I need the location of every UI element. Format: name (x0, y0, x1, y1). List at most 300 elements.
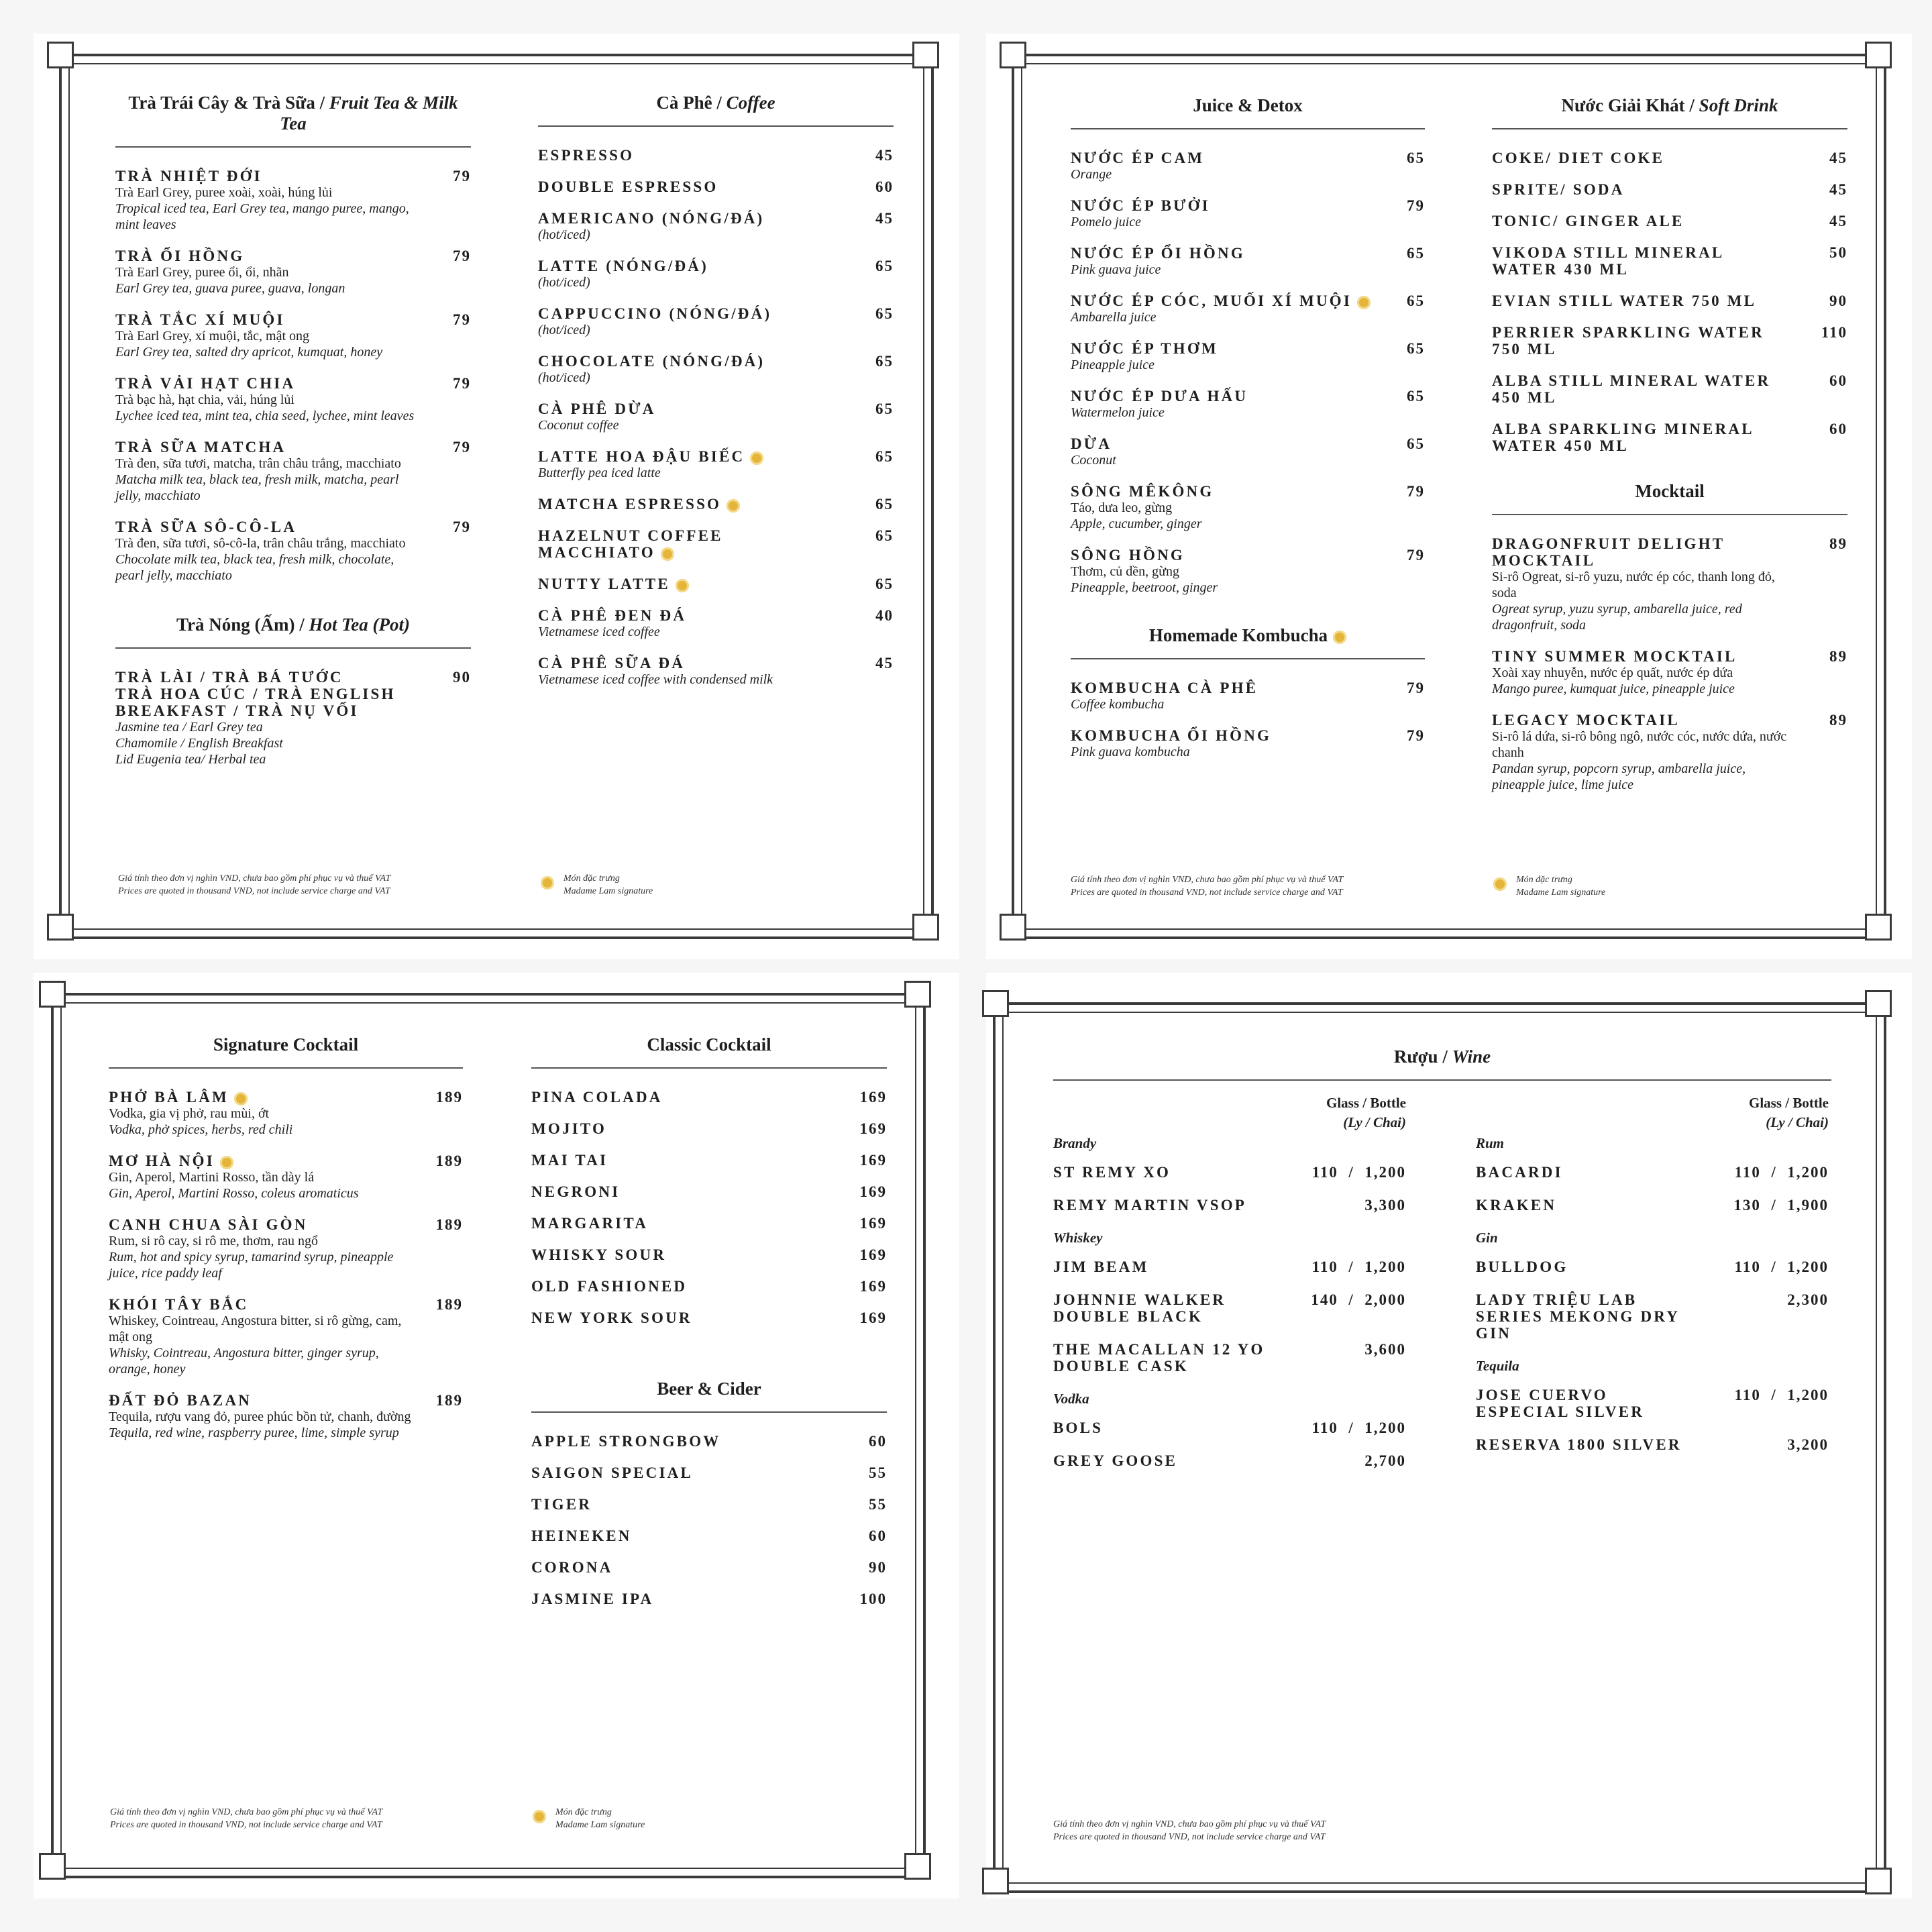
item-name (538, 527, 894, 561)
item-name-text: ALBA STILL MINERAL WATER 450 ML (1492, 372, 1771, 406)
item-description-en: Orange (1071, 167, 1112, 182)
item-description-en: Whisky, Cointreau, Angostura bitter, ginger syrup, orange, honey (109, 1346, 379, 1377)
item-name-text: DRAGONFRUIT DELIGHT MOCKTAIL (1492, 535, 1725, 569)
menu-item (1071, 245, 1425, 278)
menu-page-cocktails (34, 973, 959, 1898)
signature-star-icon (676, 579, 689, 592)
signature-star-icon (234, 1092, 248, 1106)
menu-item (1492, 150, 1847, 166)
menu-item (531, 1152, 887, 1169)
item-name-text: HAZELNUT COFFEE MACCHIATO (538, 527, 723, 561)
glass-bottle-header: Glass / Bottle (Ly / Chai) (1749, 1095, 1829, 1130)
signature-star-icon (750, 451, 763, 465)
menu-item (1071, 340, 1425, 373)
item-name-text: TRÀ SỮA MATCHA (115, 439, 286, 455)
item-price: 169 (859, 1089, 887, 1106)
item-name (538, 353, 894, 370)
item-name-text: NƯỚC ÉP CAM (1071, 150, 1205, 166)
item-description-en: Tropical iced tea, Earl Grey tea, mango puree, mango, mint leaves (115, 201, 409, 232)
menu-item (1492, 372, 1847, 406)
item-name-text: DỪA (1071, 435, 1112, 452)
item-price: 45 (1829, 150, 1847, 166)
item-name (531, 1527, 887, 1544)
item-name-text: NƯỚC ÉP THƠM (1071, 340, 1218, 357)
wine-name: KRAKEN (1476, 1197, 1557, 1214)
item-description-en: Mango puree, kumquat juice, pineapple juice (1492, 682, 1735, 696)
item-name-text: TRÀ VẢI HẠT CHIA (115, 375, 296, 392)
menu-item (531, 1183, 887, 1200)
wine-price: 110 / 1,200 (1734, 1387, 1829, 1403)
menu-item (531, 1464, 887, 1481)
menu-item (531, 1496, 887, 1513)
item-name (538, 496, 894, 513)
item-description-en: Earl Grey tea, salted dry apricot, kumquat, honey (115, 345, 383, 360)
item-price: 79 (1407, 727, 1425, 744)
item-name (531, 1120, 887, 1137)
item-price: 169 (859, 1246, 887, 1263)
section-title: Beer & Cider (657, 1379, 761, 1399)
item-description-vi: Tequila, rượu vang đỏ, puree phúc bồn tử, chanh, đường (109, 1409, 411, 1424)
item-name (115, 168, 471, 184)
signature-star-icon (541, 876, 554, 890)
section-title: Cà Phê / Coffee (656, 93, 775, 113)
item-description-en: Chocolate milk tea, black tea, fresh milk, chocolate, pearl jelly, macchiato (115, 552, 394, 583)
signature-star-icon (1493, 877, 1507, 891)
item-name-text: SAIGON SPECIAL (531, 1464, 693, 1481)
item-name-text: CÀ PHÊ DỪA (538, 400, 656, 417)
item-name-text: EVIAN STILL WATER 750 ML (1492, 292, 1757, 309)
wine-item (1053, 1258, 1406, 1275)
item-name-text: PHỞ BÀ LÂM (109, 1089, 229, 1106)
menu-item (531, 1278, 887, 1295)
menu-item (115, 248, 471, 297)
item-name-text: ALBA SPARKLING MINERAL WATER 450 ML (1492, 421, 1754, 454)
section-title: Trà Trái Cây & Trà Sữa / Fruit Tea & Milk Tea (128, 93, 458, 133)
item-price: 189 (435, 1216, 463, 1233)
item-name-text: HEINEKEN (531, 1527, 632, 1544)
item-name (1071, 150, 1425, 166)
item-name (1071, 245, 1425, 262)
item-name (1071, 680, 1425, 696)
item-price: 55 (869, 1496, 887, 1513)
menu-item (1071, 435, 1425, 468)
menu-item (538, 305, 894, 338)
item-price: 79 (1407, 197, 1425, 214)
item-name-text: CAPPUCCINO (NÓNG/ĐÁ) (538, 305, 772, 322)
item-price: 90 (869, 1559, 887, 1576)
menu-item (531, 1089, 887, 1106)
section-signature-cocktail (109, 1034, 463, 1456)
item-name (1071, 727, 1425, 744)
item-description-vi: Whiskey, Cointreau, Angostura bitter, si rô gừng, cam, mật ong (109, 1313, 402, 1344)
menu-item (115, 519, 471, 584)
item-name-text: NEGRONI (531, 1183, 621, 1200)
item-name-text: CÀ PHÊ ĐEN ĐÁ (538, 607, 687, 624)
item-name (115, 669, 471, 719)
menu-item (1071, 680, 1425, 712)
menu-item (538, 178, 894, 195)
item-name-text: LEGACY MOCKTAIL (1492, 712, 1680, 729)
item-price: 169 (859, 1309, 887, 1326)
section-title: Signature Cocktail (213, 1034, 359, 1055)
item-price: 189 (435, 1089, 463, 1106)
wine-category: Gin (1476, 1230, 1498, 1246)
wine-column-right (1476, 1093, 1829, 1469)
wine-category: Brandy (1053, 1135, 1097, 1151)
item-name-text: CANH CHUA SÀI GÒN (109, 1216, 308, 1233)
item-name (109, 1152, 463, 1169)
item-description-en: Coffee kombucha (1071, 697, 1165, 712)
item-description-en: Jasmine tea / Earl Grey tea Chamomile / English Breakfast Lid Eugenia tea/ Herbal tea (115, 720, 283, 767)
item-name-text: SÔNG MÊKÔNG (1071, 483, 1214, 500)
wine-item (1476, 1436, 1829, 1453)
item-name (1071, 388, 1425, 405)
item-price: 45 (1829, 181, 1847, 198)
item-description-en: Apple, cucumber, ginger (1071, 517, 1202, 531)
item-price: 169 (859, 1215, 887, 1232)
corner-ornament (982, 990, 1009, 1017)
item-description-en: Lychee iced tea, mint tea, chia seed, lychee, mint leaves (115, 409, 415, 423)
item-name-text: TRÀ NHIỆT ĐỚI (115, 168, 262, 184)
corner-ornament (1865, 1868, 1892, 1894)
menu-item (538, 576, 894, 592)
item-name (1492, 150, 1847, 166)
item-price: 40 (875, 607, 894, 624)
section-title: Nước Giải Khát / Soft Drink (1561, 95, 1778, 115)
wine-name: THE MACALLAN 12 YO DOUBLE CASK (1053, 1341, 1265, 1375)
wine-price: 3,300 (1364, 1197, 1406, 1214)
section-coffee (538, 93, 894, 702)
item-name (531, 1215, 887, 1232)
item-price: 60 (869, 1527, 887, 1544)
item-price: 79 (1407, 483, 1425, 500)
wine-item (1053, 1419, 1406, 1436)
item-price: 60 (1829, 372, 1847, 389)
item-name-text: NUTTY LATTE (538, 576, 670, 592)
item-price: 65 (875, 305, 894, 322)
wine-name: JOSE CUERVO ESPECIAL SILVER (1476, 1387, 1645, 1420)
menu-item (1492, 712, 1847, 793)
wine-price: 110 / 1,200 (1734, 1258, 1829, 1275)
menu-item (538, 607, 894, 640)
item-price: 89 (1829, 535, 1847, 552)
menu-item (531, 1120, 887, 1137)
item-price: 65 (875, 527, 894, 544)
section-juice (1071, 95, 1425, 775)
item-description-vi: Gin, Aperol, Martini Rosso, tần dày lá (109, 1170, 315, 1185)
item-name (1492, 244, 1847, 278)
wine-item (1476, 1258, 1829, 1275)
footer-note: Giá tính theo đơn vị nghìn VND, chưa bao gồm phí phục vụ và thuế VAT Prices are quoted in thousand VND, not include service charge and VAT (110, 1807, 383, 1830)
section-title: Mocktail (1635, 481, 1705, 501)
wine-price: 3,200 (1787, 1436, 1829, 1453)
item-description-en: (hot/iced) (538, 227, 590, 242)
item-name-text: DOUBLE ESPRESSO (538, 178, 718, 195)
item-description-vi: Trà đen, sữa tươi, sô-cô-la, trân châu trắng, macchiato (115, 536, 406, 551)
item-price: 189 (435, 1152, 463, 1169)
item-price: 55 (869, 1464, 887, 1481)
footer-signature: Món đặc trưng Madame Lam signature (541, 872, 653, 898)
menu-item (115, 311, 471, 360)
item-name-text: APPLE STRONGBOW (531, 1433, 721, 1450)
item-name-text: NƯỚC ÉP DƯA HẤU (1071, 388, 1248, 405)
item-name (538, 448, 894, 465)
item-name-text: MATCHA ESPRESSO (538, 496, 722, 513)
menu-item (531, 1433, 887, 1450)
wine-name: GREY GOOSE (1053, 1452, 1178, 1469)
item-description-en: Watermelon juice (1071, 405, 1165, 420)
item-description-en: Coconut (1071, 453, 1116, 468)
section-classic-cocktail (531, 1034, 887, 1622)
item-name (538, 655, 894, 672)
item-name (1071, 340, 1425, 357)
menu-item (531, 1591, 887, 1607)
wine-item (1053, 1452, 1406, 1469)
wine-item (1476, 1291, 1829, 1342)
item-name (538, 258, 894, 274)
corner-ornament (912, 914, 939, 941)
item-price: 189 (435, 1296, 463, 1313)
item-name (109, 1089, 463, 1106)
item-price: 100 (859, 1591, 887, 1607)
item-name (538, 305, 894, 322)
item-price: 45 (875, 655, 894, 672)
wine-item (1053, 1164, 1406, 1181)
item-name (1492, 648, 1847, 665)
item-name (531, 1089, 887, 1106)
item-price: 45 (875, 147, 894, 164)
item-name (1071, 483, 1425, 500)
item-name-text: TRÀ ỔI HỒNG (115, 248, 245, 264)
corner-ornament (47, 42, 74, 68)
item-name (531, 1183, 887, 1200)
footer-note: Giá tính theo đơn vị nghìn VND, chưa bao gồm phí phục vụ và thuế VAT Prices are quoted in thousand VND, not include service charge and VAT (1071, 875, 1344, 898)
item-name-text: NEW YORK SOUR (531, 1309, 692, 1326)
item-name-text: CHOCOLATE (NÓNG/ĐÁ) (538, 353, 765, 370)
signature-star-icon (1333, 631, 1346, 644)
menu-page-juice-soft-drink (986, 34, 1912, 959)
corner-ornament (1865, 914, 1892, 941)
item-price: 65 (1407, 150, 1425, 166)
item-description-en: Butterfly pea iced latte (538, 466, 661, 480)
item-name (1492, 712, 1847, 729)
wine-name: RESERVA 1800 SILVER (1476, 1436, 1682, 1453)
glass-bottle-header: Glass / Bottle (Ly / Chai) (1326, 1095, 1406, 1130)
item-price: 50 (1829, 244, 1847, 261)
item-price: 65 (1407, 245, 1425, 262)
item-name (109, 1392, 463, 1409)
corner-ornament (904, 1853, 931, 1880)
item-name-text: NƯỚC ÉP CÓC, MUỐI XÍ MUỘI (1071, 292, 1352, 309)
item-name-text: MOJITO (531, 1120, 607, 1137)
item-description-vi: Rum, si rô cay, si rô me, thơm, rau ngổ (109, 1234, 319, 1248)
menu-item (1492, 421, 1847, 454)
section-title: Classic Cocktail (647, 1034, 771, 1055)
wine-item (1476, 1387, 1829, 1420)
section-soft-drink (1492, 95, 1847, 808)
wine-category: Tequila (1476, 1358, 1519, 1374)
item-name (1492, 421, 1847, 454)
wine-item (1053, 1197, 1406, 1214)
wine-price: 130 / 1,900 (1733, 1197, 1829, 1214)
item-description-vi: Xoài xay nhuyễn, nước ép quất, nước ép dứa (1492, 665, 1733, 680)
menu-item (538, 655, 894, 688)
item-name-text: COKE/ DIET COKE (1492, 150, 1665, 166)
item-description-en: (hot/iced) (538, 370, 590, 385)
menu-item (538, 210, 894, 243)
item-price: 79 (453, 519, 471, 535)
section-title: Homemade Kombucha (1071, 625, 1425, 646)
wine-item (1053, 1291, 1406, 1325)
item-price: 110 (1821, 324, 1847, 341)
item-name-text: PINA COLADA (531, 1089, 663, 1106)
footer-signature: Món đặc trưng Madame Lam signature (533, 1806, 645, 1831)
item-name-text: ĐẤT ĐỎ BAZAN (109, 1392, 252, 1409)
item-name (1071, 435, 1425, 452)
item-name-text: KOMBUCHA ỔI HỒNG (1071, 727, 1272, 744)
item-price: 169 (859, 1152, 887, 1169)
menu-item (1492, 535, 1847, 633)
footer-signature: Món đặc trưng Madame Lam signature (1493, 873, 1605, 899)
item-price: 79 (1407, 547, 1425, 564)
wine-price: 110 / 1,200 (1311, 1164, 1406, 1181)
menu-page-wine (986, 973, 1912, 1898)
wine-price: 3,600 (1364, 1341, 1406, 1358)
corner-ornament (1000, 914, 1026, 941)
item-price: 60 (869, 1433, 887, 1450)
menu-item (1492, 181, 1847, 198)
item-name-text: TRÀ LÀI / TRÀ BÁ TƯỚC TRÀ HOA CÚC / TRÀ ENGLISH BREAKFAST / TRÀ NỤ VỐI (115, 669, 396, 719)
item-name-text: CÀ PHÊ SỮA ĐÁ (538, 655, 686, 672)
menu-item (109, 1089, 463, 1138)
section-title: Trà Nóng (Ấm) / Hot Tea (Pot) (176, 614, 410, 635)
item-name (531, 1559, 887, 1576)
item-name-text: AMERICANO (NÓNG/ĐÁ) (538, 210, 765, 227)
item-description-en: Matcha milk tea, black tea, fresh milk, matcha, pearl jelly, macchiato (115, 472, 399, 503)
wine-name: JIM BEAM (1053, 1258, 1149, 1275)
item-price: 45 (1829, 213, 1847, 229)
item-description-en: Pomelo juice (1071, 215, 1141, 229)
item-name (531, 1309, 887, 1326)
wine-column-left (1053, 1093, 1406, 1485)
item-description-en: Tequila, red wine, raspberry puree, lime, simple syrup (109, 1426, 399, 1440)
item-description-en: Pineapple juice (1071, 358, 1155, 372)
wine-price: 140 / 2,000 (1311, 1291, 1406, 1308)
wine-price: 110 / 1,200 (1311, 1258, 1406, 1275)
item-description-vi: Si-rô Ogreat, si-rô yuzu, nước ép cóc, thanh long đỏ, soda (1492, 570, 1775, 600)
item-name (115, 519, 471, 535)
menu-item (531, 1559, 887, 1576)
item-name (531, 1464, 887, 1481)
item-description-vi: Vodka, gia vị phở, rau mùi, ớt (109, 1106, 270, 1121)
item-description-vi: Táo, dưa leo, gừng (1071, 500, 1173, 515)
item-price: 169 (859, 1183, 887, 1200)
item-price: 65 (875, 258, 894, 274)
item-name (1071, 547, 1425, 564)
menu-item (1492, 648, 1847, 697)
item-name (531, 1433, 887, 1450)
item-price: 189 (435, 1392, 463, 1409)
item-description-vi: Trà bạc hà, hạt chia, vải, húng lủi (115, 392, 294, 407)
item-description-en: Pink guava juice (1071, 262, 1161, 277)
item-price: 65 (1407, 435, 1425, 452)
item-name (538, 576, 894, 592)
item-name (538, 178, 894, 195)
wine-item (1476, 1197, 1829, 1214)
item-name-text: TRÀ TẮC XÍ MUỘI (115, 311, 285, 328)
item-name-text: ESPRESSO (538, 147, 635, 164)
item-name (115, 311, 471, 328)
menu-item (115, 168, 471, 233)
item-name (531, 1152, 887, 1169)
item-price: 65 (875, 400, 894, 417)
item-name (1071, 197, 1425, 214)
item-price: 65 (1407, 340, 1425, 357)
item-description-en: Ogreat syrup, yuzu syrup, ambarella juice, red dragonfruit, soda (1492, 602, 1742, 633)
menu-item (538, 258, 894, 290)
wine-category: Rum (1476, 1135, 1505, 1151)
menu-item (1071, 388, 1425, 421)
section-title: Rượu / Wine (1393, 1046, 1491, 1067)
item-description-en: (hot/iced) (538, 323, 590, 337)
item-name-text: SÔNG HỒNG (1071, 547, 1185, 564)
item-name (115, 439, 471, 455)
item-description-en: Vietnamese iced coffee (538, 625, 660, 639)
item-description-en: Rum, hot and spicy syrup, tamarind syrup, pineapple juice, rice paddy leaf (109, 1250, 394, 1281)
item-name (538, 147, 894, 164)
item-price: 60 (875, 178, 894, 195)
item-description-en: Ambarella juice (1071, 310, 1157, 325)
wine-price: 2,300 (1787, 1291, 1829, 1308)
menu-item (115, 375, 471, 424)
item-name (109, 1296, 463, 1313)
item-name (1492, 535, 1847, 569)
menu-item (1071, 197, 1425, 230)
menu-item (109, 1152, 463, 1201)
corner-ornament (912, 42, 939, 68)
item-name (531, 1496, 887, 1513)
footer-note: Giá tính theo đơn vị nghìn VND, chưa bao gồm phí phục vụ và thuế VAT Prices are quoted in thousand VND, not include service charge and VAT (118, 873, 391, 896)
item-price: 89 (1829, 712, 1847, 729)
item-name-text: TINY SUMMER MOCKTAIL (1492, 648, 1737, 665)
item-price: 65 (875, 448, 894, 465)
menu-item (115, 669, 471, 767)
item-name-text: CORONA (531, 1559, 613, 1576)
corner-ornament (39, 981, 66, 1008)
menu-item (1071, 150, 1425, 182)
item-description-en: Vodka, phở spices, herbs, red chili (109, 1122, 293, 1137)
footer-note: Giá tính theo đơn vị nghìn VND, chưa bao gồm phí phục vụ và thuế VAT Prices are quoted in thousand VND, not include service charge and VAT (1053, 1819, 1326, 1842)
item-price: 60 (1829, 421, 1847, 437)
menu-item (1071, 727, 1425, 760)
item-name (538, 607, 894, 624)
menu-item (538, 147, 894, 164)
wine-item (1476, 1164, 1829, 1181)
item-name (531, 1591, 887, 1607)
item-price: 79 (1407, 680, 1425, 696)
wine-price: 2,700 (1364, 1452, 1406, 1469)
item-name-text: VIKODA STILL MINERAL WATER 430 ML (1492, 244, 1724, 278)
menu-item (531, 1527, 887, 1544)
item-description-vi: Trà Earl Grey, xí muội, tắc, mật ong (115, 329, 310, 343)
menu-item (538, 353, 894, 386)
menu-item (531, 1246, 887, 1263)
menu-item (538, 448, 894, 481)
corner-ornament (904, 981, 931, 1008)
item-price: 89 (1829, 648, 1847, 665)
item-name-text: JASMINE IPA (531, 1591, 654, 1607)
item-name-text: TIGER (531, 1496, 592, 1513)
